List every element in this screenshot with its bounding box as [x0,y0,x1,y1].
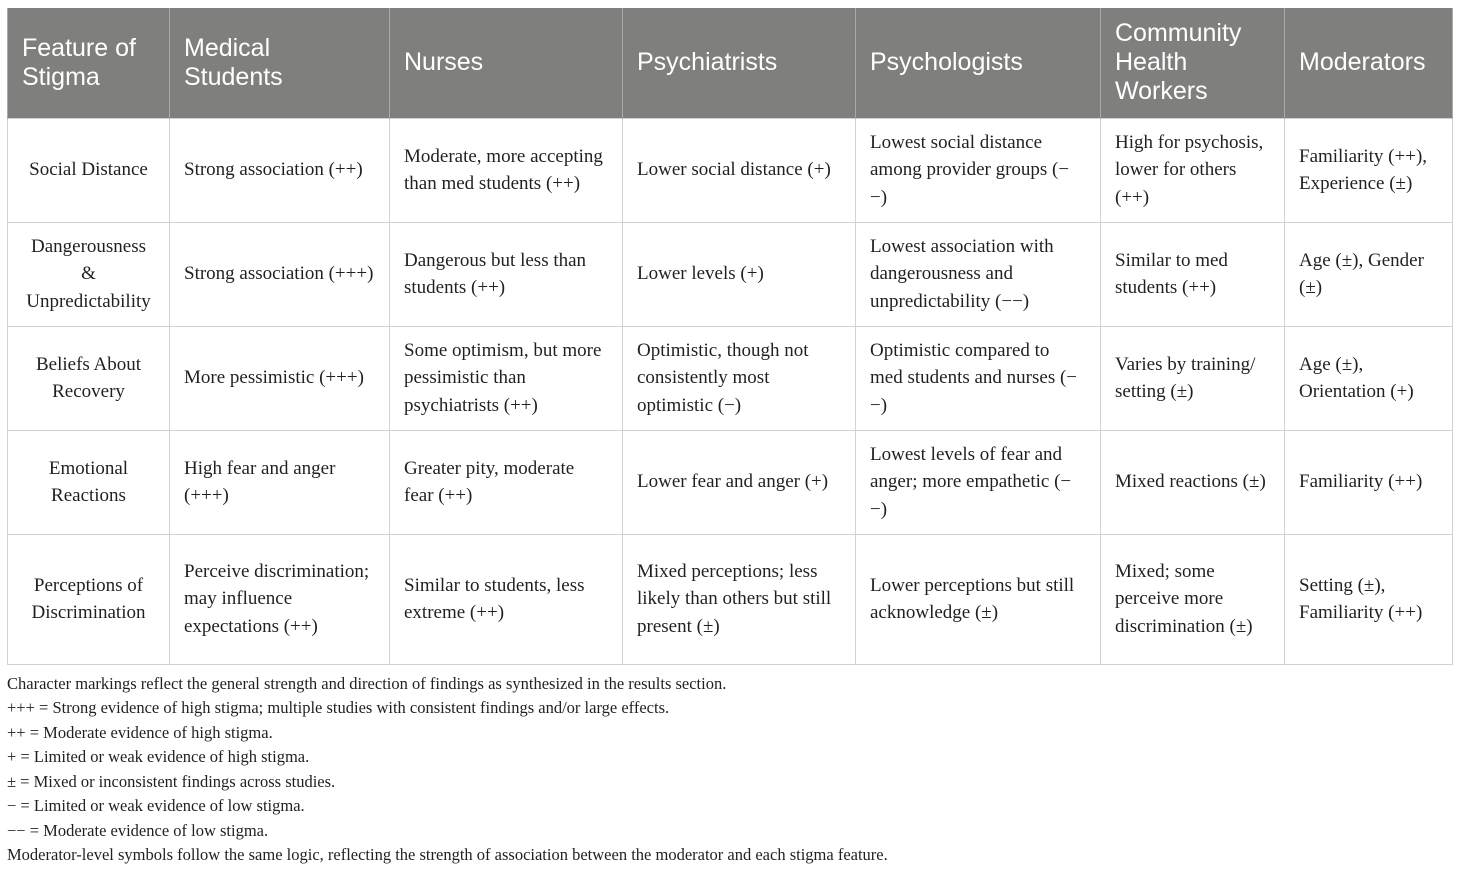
cell-medical-students: More pessimistic (+++) [170,326,390,430]
stigma-table [7,8,1453,665]
cell-nurses: Moderate, more accepting than med students (++) [390,118,623,222]
cell-moderators: Age (±), Orientation (+) [1285,326,1453,430]
cell-psychologists: Lowest association with dangerousness and unpredictability (−−) [856,222,1101,326]
header-moderators: Moderators [1285,8,1453,118]
cell-community-health-workers: High for psychosis, lower for others (++) [1101,118,1285,222]
header-nurses: Nurses [390,8,623,118]
cell-moderators: Setting (±), Familiarity (++) [1285,534,1453,664]
cell-psychologists: Optimistic compared to med students and nurses (−−) [856,326,1101,430]
footnote-line: Moderator-level symbols follow the same logic, reflecting the strength of association between the moderator and each stigma feature. [7,845,888,864]
cell-psychiatrists: Lower social distance (+) [623,118,856,222]
cell-psychologists: Lowest social distance among provider groups (−−) [856,118,1101,222]
cell-psychiatrists: Optimistic, though not consistently most optimistic (−) [623,326,856,430]
cell-community-health-workers: Mixed reactions (±) [1101,430,1285,534]
cell-psychiatrists: Lower levels (+) [623,222,856,326]
footnote-line: Character markings reflect the general strength and direction of findings as synthesized in the results section. [7,673,727,693]
cell-feature: Beliefs About Recovery [8,326,170,430]
footnote-line: + = Limited or weak evidence of high stigma. [7,747,310,766]
cell-nurses: Dangerous but less than students (++) [390,222,623,326]
footnote-line: − = Limited or weak evidence of low stigma. [7,796,305,815]
footnote-line: −− = Moderate evidence of low stigma. [7,820,269,840]
table-row [8,534,1453,664]
header-feature: Feature of Stigma [8,8,170,118]
cell-feature: Dangerousness & Unpredictability [8,222,170,326]
cell-psychologists: Lowest levels of fear and anger; more empathetic (−−) [856,430,1101,534]
cell-medical-students: Strong association (++) [170,118,390,222]
cell-feature: Social Distance [8,118,170,222]
header-medical-students: Medical Students [170,8,390,118]
cell-medical-students: Perceive discrimination; may influence expectations (++) [170,534,390,664]
footnote-line: ++ = Moderate evidence of high stigma. [7,722,273,742]
cell-community-health-workers: Similar to med students (++) [1101,222,1285,326]
cell-moderators: Age (±), Gender (±) [1285,222,1453,326]
cell-nurses: Greater pity, moderate fear (++) [390,430,623,534]
cell-psychiatrists: Mixed perceptions; less likely than others but still present (±) [623,534,856,664]
table-row [8,430,1453,534]
header-community-health-workers: Community Health Workers [1101,8,1285,118]
cell-medical-students: High fear and anger (+++) [170,430,390,534]
cell-community-health-workers: Mixed; some perceive more discrimination (±) [1101,534,1285,664]
cell-psychiatrists: Lower fear and anger (+) [623,430,856,534]
cell-moderators: Familiarity (++), Experience (±) [1285,118,1453,222]
cell-community-health-workers: Varies by training/ setting (±) [1101,326,1285,430]
header-row [8,8,1453,118]
cell-nurses: Some optimism, but more pessimistic than psychiatrists (++) [390,326,623,430]
footnote-line: +++ = Strong evidence of high stigma; multiple studies with consistent findings and/or large effects. [7,698,670,717]
footnote-line: ± = Mixed or inconsistent findings across studies. [7,771,336,791]
cell-nurses: Similar to students, less extreme (++) [390,534,623,664]
cell-feature: Perceptions of Discrimination [8,534,170,664]
table-row [8,222,1453,326]
cell-medical-students: Strong association (+++) [170,222,390,326]
cell-feature: Emotional Reactions [8,430,170,534]
table-row [8,118,1453,222]
cell-moderators: Familiarity (++) [1285,430,1453,534]
table-footnotes [7,672,1452,868]
table-row [8,326,1453,430]
stigma-table-container [7,8,1452,868]
header-psychologists: Psychologists [856,8,1101,118]
header-psychiatrists: Psychiatrists [623,8,856,118]
cell-psychologists: Lower perceptions but still acknowledge (±) [856,534,1101,664]
